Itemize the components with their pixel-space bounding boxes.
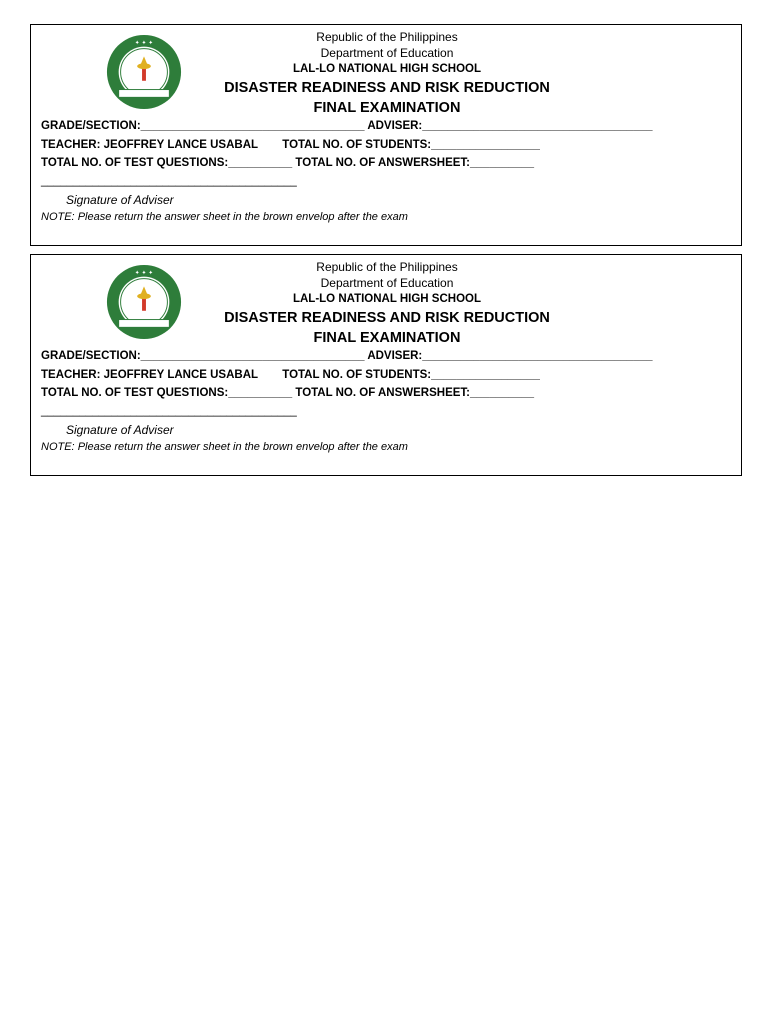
- signature-line[interactable]: ________________________________________: [41, 175, 297, 187]
- note: [41, 211, 408, 223]
- department-line: Department of Education: [320, 276, 454, 290]
- svg-text:✦ ✦ ✦: ✦ ✦ ✦: [134, 40, 154, 47]
- teacher-row: [41, 369, 540, 381]
- note-label: NOTE:: [41, 211, 75, 223]
- school-name: LAL-LO NATIONAL HIGH SCHOOL: [292, 63, 482, 75]
- note: [41, 441, 408, 453]
- signature-line[interactable]: ________________________________________: [41, 405, 297, 417]
- republic-line: Republic of the Philippines: [316, 260, 458, 274]
- note-label: NOTE:: [41, 441, 75, 453]
- note-text: Please return the answer sheet in the brown envelop after the exam: [77, 441, 408, 453]
- teacher-name: JEOFFREY LANCE USABAL: [103, 369, 258, 381]
- adviser-field[interactable]: ADVISER:____________________________________: [367, 120, 653, 132]
- test-questions-field[interactable]: TOTAL NO. OF TEST QUESTIONS:__________: [41, 387, 293, 399]
- test-questions-field[interactable]: TOTAL NO. OF TEST QUESTIONS:__________: [41, 157, 293, 169]
- exam-slip-1: [30, 24, 742, 246]
- exam-title: FINAL EXAMINATION: [313, 100, 461, 116]
- teacher-label: TEACHER:: [41, 139, 101, 151]
- republic-line: Republic of the Philippines: [316, 30, 458, 44]
- grade-adviser-row: [41, 350, 653, 362]
- answersheet-field[interactable]: TOTAL NO. OF ANSWERSHEET:__________: [295, 157, 534, 169]
- students-field[interactable]: TOTAL NO. OF STUDENTS:_________________: [282, 369, 540, 381]
- grade-adviser-row: [41, 120, 653, 132]
- school-name: LAL-LO NATIONAL HIGH SCHOOL: [292, 293, 482, 305]
- signature-label: Signature of Adviser: [66, 193, 174, 207]
- teacher-row: [41, 139, 540, 151]
- students-field[interactable]: TOTAL NO. OF STUDENTS:_________________: [282, 139, 540, 151]
- grade-section-field[interactable]: GRADE/SECTION:___________________________________: [41, 350, 365, 362]
- subject-title: DISASTER READINESS AND RISK REDUCTION: [224, 310, 550, 326]
- teacher-name: JEOFFREY LANCE USABAL: [103, 139, 258, 151]
- svg-text:✦ ✦ ✦: ✦ ✦ ✦: [134, 270, 154, 277]
- subject-title: DISASTER READINESS AND RISK REDUCTION: [224, 80, 550, 96]
- grade-section-field[interactable]: GRADE/SECTION:___________________________________: [41, 120, 365, 132]
- note-text: Please return the answer sheet in the brown envelop after the exam: [77, 211, 408, 223]
- exam-title: FINAL EXAMINATION: [313, 330, 461, 346]
- questions-row: [41, 157, 534, 169]
- answersheet-field[interactable]: TOTAL NO. OF ANSWERSHEET:__________: [295, 387, 534, 399]
- department-line: Department of Education: [320, 46, 454, 60]
- teacher-label: TEACHER:: [41, 369, 101, 381]
- signature-label: Signature of Adviser: [66, 423, 174, 437]
- adviser-field[interactable]: ADVISER:____________________________________: [367, 350, 653, 362]
- exam-slip-2: [30, 254, 742, 476]
- questions-row: [41, 387, 534, 399]
